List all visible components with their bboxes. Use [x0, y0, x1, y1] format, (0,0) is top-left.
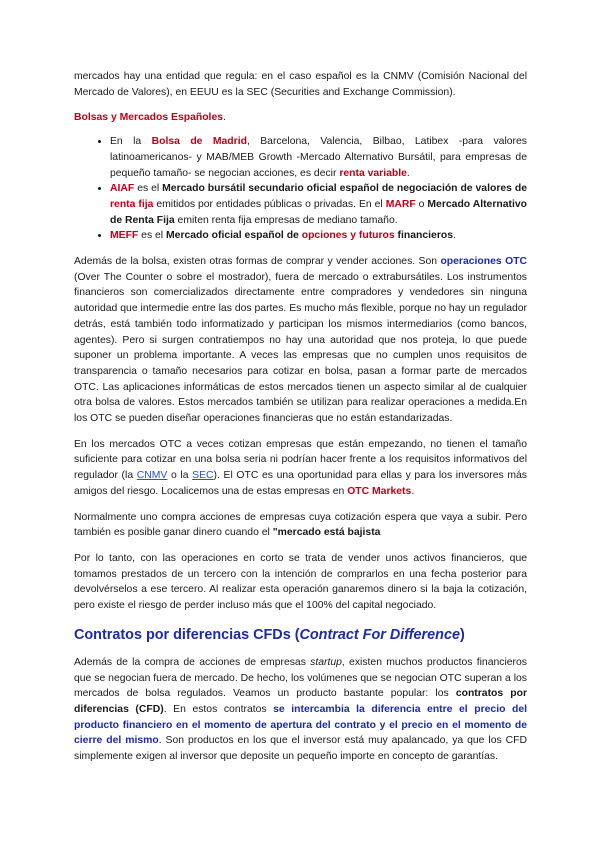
text: .: [406, 167, 410, 179]
cfd-paragraph: [74, 655, 527, 765]
section-heading-cfd: [74, 626, 527, 645]
otc-companies-paragraph: [74, 437, 527, 500]
text: Normalmente uno compra acciones de empresas cuya cotización espera que vaya a subir. Pero también es posible ganar dinero cuando el: [74, 511, 527, 539]
list-item-aiaf: [110, 181, 527, 228]
text: o la: [167, 470, 193, 482]
text: es el: [138, 230, 167, 242]
corto-paragraph: Por lo tanto, con las operaciones en corto se trata de vender unos activos financieros, que tomamos prestados de un tercero con la intención de comprarlos en una fecha posterior para devolvérselos a ese tercero. Al realizar esta operación ganaremos dinero si la baja la cotización, pero existe el riesgo de perder incluso más que el 100% del capital negociado.: [74, 552, 527, 612]
text: . Son productos en los que el inversor está muy apalancado, ya que los CFD simplemente exigen al inversor que deposite un pequeño importe en concepto de garantías.: [74, 735, 527, 763]
italic-startup: startup: [310, 656, 342, 668]
bold-contratos-cfd: contratos por diferencias (CFD): [74, 688, 527, 715]
text: ). El OTC es una oportunidad para ellas y para los inversores más amigos del riesgo. Localicemos una de estas empresas en: [74, 470, 527, 497]
bajista-paragraph: [74, 510, 527, 541]
bold-text: financieros: [394, 230, 453, 242]
highlight-renta-fija: renta fija: [110, 198, 154, 210]
bold-text: Mercado oficial español de: [166, 230, 302, 242]
otc-paragraph: [74, 254, 527, 427]
highlight-opciones-futuros: opciones y futuros: [301, 230, 395, 242]
list-item-bolsa-madrid: [110, 134, 527, 181]
text: emiten renta fija empresas de mediano tamaño.: [174, 214, 398, 226]
highlight-diferencia: se intercambia la diferencia entre el precio del producto financiero en el momento de apertura del contrato y el precio en el momento de cierre del mismo: [74, 703, 528, 747]
highlight-operaciones-otc: operaciones OTC: [440, 256, 527, 268]
page-content: [74, 69, 527, 775]
text: Además de la bolsa, existen otras formas de comprar y vender acciones. Son: [74, 256, 441, 268]
highlight-marf: MARF: [385, 198, 416, 210]
bold-mercado-bajista: "mercado está bajista: [272, 527, 381, 539]
highlight-aiaf: AIAF: [110, 183, 135, 195]
sec-link[interactable]: SEC: [192, 470, 214, 482]
section-heading-period: .: [223, 112, 226, 124]
list-item-meff: [110, 228, 527, 244]
markets-list: [74, 134, 527, 244]
text: es el: [134, 183, 163, 195]
intro-paragraph: mercados hay una entidad que regula: en el caso español es la CNMV (Comisión Nacional del Mercado de Valores), en EEUU es la SEC (Securities and Exchange Commission).: [74, 71, 527, 98]
text: .: [453, 230, 456, 242]
text: . En estos contratos: [163, 703, 274, 715]
cnmv-link[interactable]: CNMV: [136, 470, 168, 482]
text: .: [411, 485, 415, 497]
text: En los mercados OTC a veces cotizan empresas que están empezando, no tienen el tamaño suficiente para cotizar en una bolsa seria ni podrían hacer frente a los requisitos informativos del regulador (la: [74, 438, 527, 482]
highlight-otc-markets: OTC Markets: [347, 485, 412, 497]
text: , Barcelona, Valencia, Bilbao, Latibex -para valores latinoamericanos- y MAB/MEB Growth -Mercado Alternativo Bursátil, para empresas de pequeño tamaño- se negocian acciones, es decir: [110, 136, 527, 179]
section-heading-text: Bolsas y Mercados Españoles: [74, 112, 223, 124]
highlight-renta-variable: renta variable: [339, 167, 407, 179]
text: o: [415, 198, 428, 210]
text: , existen muchos productos financieros que se negocian fuera de mercado. De hecho, los volúmenes que se negocian OTC superan a los mercados de bolsa regulados. Veamos un producto bastante popular: los: [74, 656, 527, 700]
bold-text: Mercado Alternativo de Renta Fija: [110, 198, 527, 226]
highlight-bolsa-madrid: Bolsa de Madrid: [151, 136, 247, 148]
heading-text: ): [459, 626, 465, 643]
bold-text: Mercado bursátil secundario oficial español de negociación de valores de: [162, 183, 527, 195]
heading-text: Contratos por diferencias CFDs (: [74, 626, 300, 643]
text: En la: [110, 136, 152, 148]
highlight-meff: MEFF: [110, 230, 139, 242]
section-heading-bolsas: [74, 110, 527, 126]
text: Además de la compra de acciones de empresas: [74, 656, 311, 668]
text: emitidos por entidades públicas o privadas. En el: [153, 198, 386, 210]
text: (Over The Counter o sobre el mostrador), fuera de mercado o extrabursátiles. Los instrumentos financieros son comercializados directamente entre compradores y vendedores sin ninguna autoridad que intermedie entre las dos partes. Es mucho más flexible, porque no hay un regulador detrás, está también todo informatizado y participan los mismos intermediarios (como bancos, agentes). Pero si surgen contratiempos no hay una autoridad que nos proteja, lo que puede suponer un problema importante. A veces las empresas que no cumplen unos requisitos de transparencia o tamaño necesarios para cotizar en bolsa, pasan a formar parte de mercados OTC. Las aplicaciones informáticas de estos mercados tienen un aspecto similar al de cualquier otra bolsa de valores. Estos mercados también se utilizan para realizar operaciones a medida.En los OTC se pueden diseñar operaciones financieras que no están estandarizadas.: [74, 271, 527, 425]
heading-italic-text: Contract For Difference: [299, 626, 460, 643]
